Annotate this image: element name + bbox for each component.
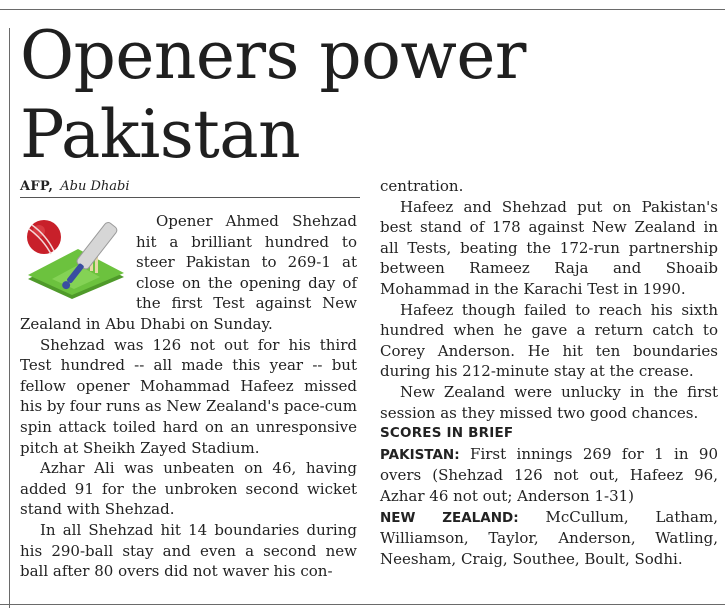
left-rule: [9, 28, 10, 608]
top-rule: [0, 9, 725, 10]
scores-pakistan: [380, 444, 718, 507]
article-paragraph-4: In all Shehzad hit 14 boundaries during his 290-ball stay and even a second new ball after 80 overs did not waver his con-: [20, 520, 357, 581]
pakistan-score: First innings 269 for 1 in 90 overs (Shehzad 126 not out, Hafeez 96, Azhar 46 not out; Anderson 1-31): [380, 444, 718, 505]
scores-new-zealand: [380, 507, 718, 570]
article-paragraph-2: Shehzad was 126 not out for his third Test hundred -- all made this year -- but fellow opener Mohammad Hafeez missed his by four runs as New Zealand's pace-cum spin attack toiled hard on an unresponsive pitch at Sheikh Zayed Stadium.: [20, 335, 357, 457]
byline-rule: [20, 197, 360, 198]
byline-agency: AFP,: [20, 179, 54, 194]
byline-place: Abu Dhabi: [60, 179, 130, 194]
column-left: [20, 211, 357, 582]
article-paragraph-6: Hafeez though failed to reach his sixth hundred when he gave a return catch to Corey Anderson. He hit ten boundaries during his 212-minute stay at the crease.: [380, 300, 718, 381]
pakistan-label: PAKISTAN:: [380, 446, 460, 463]
nz-label: NEW ZEALAND:: [380, 509, 519, 526]
scores-heading: SCORES IN BRIEF: [380, 425, 514, 442]
column-right: [380, 176, 718, 569]
bottom-rule: [0, 604, 725, 605]
article-paragraph-3: Azhar Ali was unbeaten on 46, having added 91 for the unbroken second wicket stand with Shehzad.: [20, 459, 357, 519]
article-paragraph-5: Hafeez and Shehzad put on Pakistan's best stand of 178 against New Zealand in all Tests, beating the 172-run partnership between Rameez Raja and Shoaib Mohammad in the Karachi Test in 1990.: [380, 197, 718, 298]
article-lead: Opener Ahmed Shehzad hit a brilliant hundred to steer Pakistan to 269-1 at close on the opening day of the first Test against New Zealand in Abu Dhabi on Sunday.: [20, 212, 357, 333]
cricket-icon: [20, 213, 128, 299]
byline: [20, 178, 130, 196]
article-paragraph-7: New Zealand were unlucky in the first session as they missed two good chances.: [380, 382, 718, 422]
headline: Openers power Pakistan: [20, 17, 526, 173]
nz-team: McCullum, Latham, Williamson, Taylor, Anderson, Watling, Neesham, Craig, Southee, Boult, Sodhi.: [380, 507, 718, 568]
article-paragraph-4-continued: centration.: [380, 177, 464, 195]
